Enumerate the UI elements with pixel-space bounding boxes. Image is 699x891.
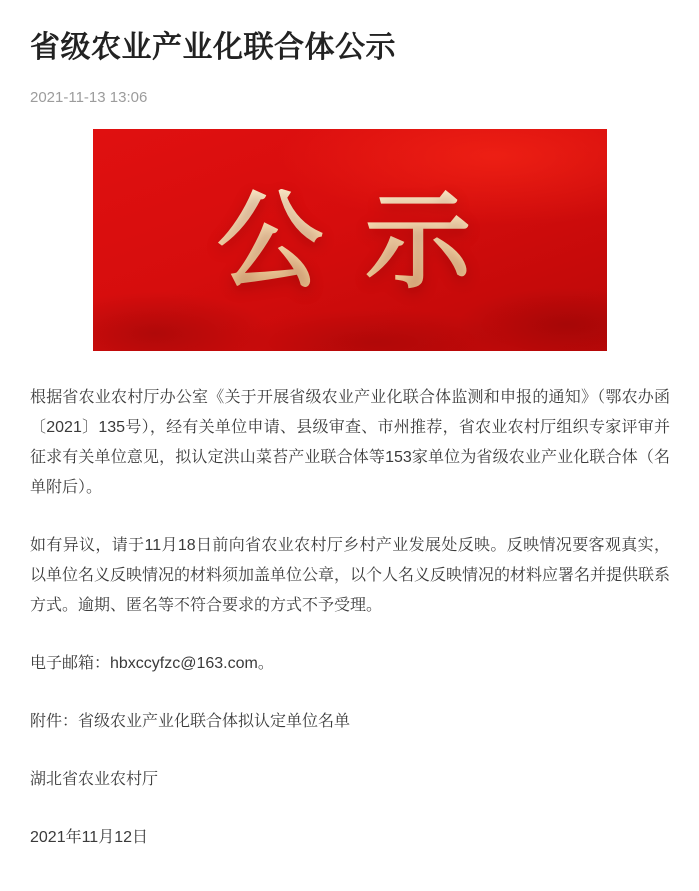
paragraph-intro: 根据省农业农村厅办公室《关于开展省级农业产业化联合体监测和申报的通知》（鄂农办函〔2021〕135号），经有关单位申请、县级审查、市州推荐，省农业农村厅组织专家评审并征求有关单位意见，拟认定洪山菜苔产业联合体等153家单位为省级农业产业化联合体（名单附后）。 <box>30 389 670 496</box>
page-title: 省级农业产业化联合体公示 <box>30 31 396 64</box>
paragraph-email: 电子邮箱：hbxccyfzc@163.com。 <box>30 655 274 672</box>
paragraph-attachment: 附件：省级农业产业化联合体拟认定单位名单 <box>30 713 351 730</box>
paragraph-objection-notice: 如有异议，请于11月18日前向省农业农村厅乡村产业发展处反映。反映情况要客观真实，以单位名义反映情况的材料须加盖单位公章，以个人名义反映情况的材料应署名并提供联系方式。逾期、匿名等不符合要求的方式不予受理。 <box>30 537 671 614</box>
paragraph-issue-date: 2021年11月12日 <box>30 829 149 846</box>
banner-caption-text: 公示 <box>187 189 513 295</box>
announcement-banner-image <box>93 129 607 351</box>
article-body <box>30 383 670 853</box>
publish-date: 2021-11-13 13:06 <box>30 89 148 106</box>
paragraph-issuer: 湖北省农业农村厅 <box>30 771 159 788</box>
